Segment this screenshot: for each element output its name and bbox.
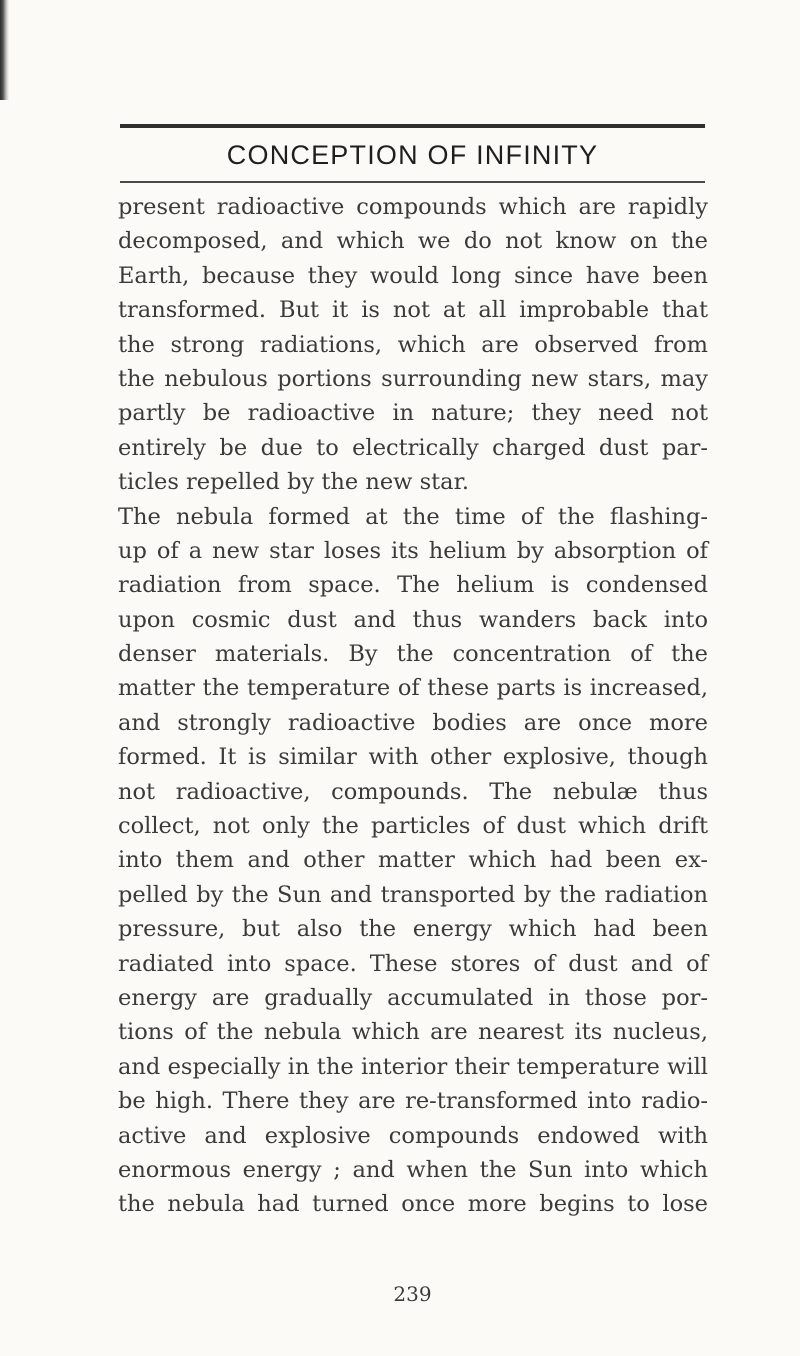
- text-line: present radioactive compounds which are rapidly: [118, 194, 708, 220]
- text-line: energy are gradually accumulated in those por-: [118, 984, 708, 1011]
- text-line: partly be radioactive in nature; they need not: [118, 400, 708, 427]
- text-line: transformed. But it is not at all improbable that: [118, 297, 708, 324]
- text-line: collect, not only the particles of dust which drift: [118, 813, 708, 840]
- text-line: enormous energy ; and when the Sun into which: [118, 1156, 708, 1183]
- text-line: up of a new star loses its helium by absorption of: [118, 537, 708, 564]
- text-line: matter the temperature of these parts is increased,: [118, 675, 708, 702]
- text-line: the strong radiations, which are observed from: [118, 331, 708, 358]
- text-line: pelled by the Sun and transported by the radiation: [118, 881, 708, 908]
- page-number: 239: [393, 1282, 432, 1306]
- text-line: active and explosive compounds endowed with: [118, 1122, 708, 1149]
- text-line: The nebula formed at the time of the flashing-: [118, 503, 708, 530]
- text-line: Earth, because they would long since have been: [118, 262, 708, 289]
- text-line: and especially in the interior their temperature will: [118, 1053, 708, 1080]
- text-line: not radioactive, compounds. The nebulæ thus: [118, 778, 708, 805]
- text-line: the nebula had turned once more begins to lose: [118, 1191, 708, 1218]
- text-line: decomposed, and which we do not know on the: [118, 228, 708, 255]
- text-line: tions of the nebula which are nearest its nucleus,: [118, 1019, 708, 1046]
- text-line: be high. There they are re-transformed into radio-: [118, 1088, 708, 1115]
- text-line: entirely be due to electrically charged dust par-: [118, 434, 708, 461]
- text-line: radiated into space. These stores of dust and of: [118, 950, 708, 977]
- text-line: ticles repelled by the new star.: [118, 469, 470, 496]
- body-text: [118, 190, 708, 1222]
- page-binding-edge: [0, 0, 9, 100]
- header-rule-top: [120, 124, 705, 128]
- text-line: radiation from space. The helium is condensed: [118, 572, 708, 599]
- text-line: formed. It is similar with other explosive, though: [118, 744, 708, 771]
- text-line: the nebulous portions surrounding new stars, may: [118, 365, 708, 392]
- running-head: CONCEPTION OF INFINITY: [226, 140, 599, 170]
- header-rule-bottom: [120, 181, 705, 183]
- text-line: into them and other matter which had been ex-: [118, 847, 708, 874]
- text-line: and strongly radioactive bodies are once more: [118, 709, 708, 736]
- text-line: pressure, but also the energy which had been: [118, 916, 708, 943]
- text-line: upon cosmic dust and thus wanders back into: [118, 606, 708, 633]
- text-line: denser materials. By the concentration of the: [118, 641, 708, 668]
